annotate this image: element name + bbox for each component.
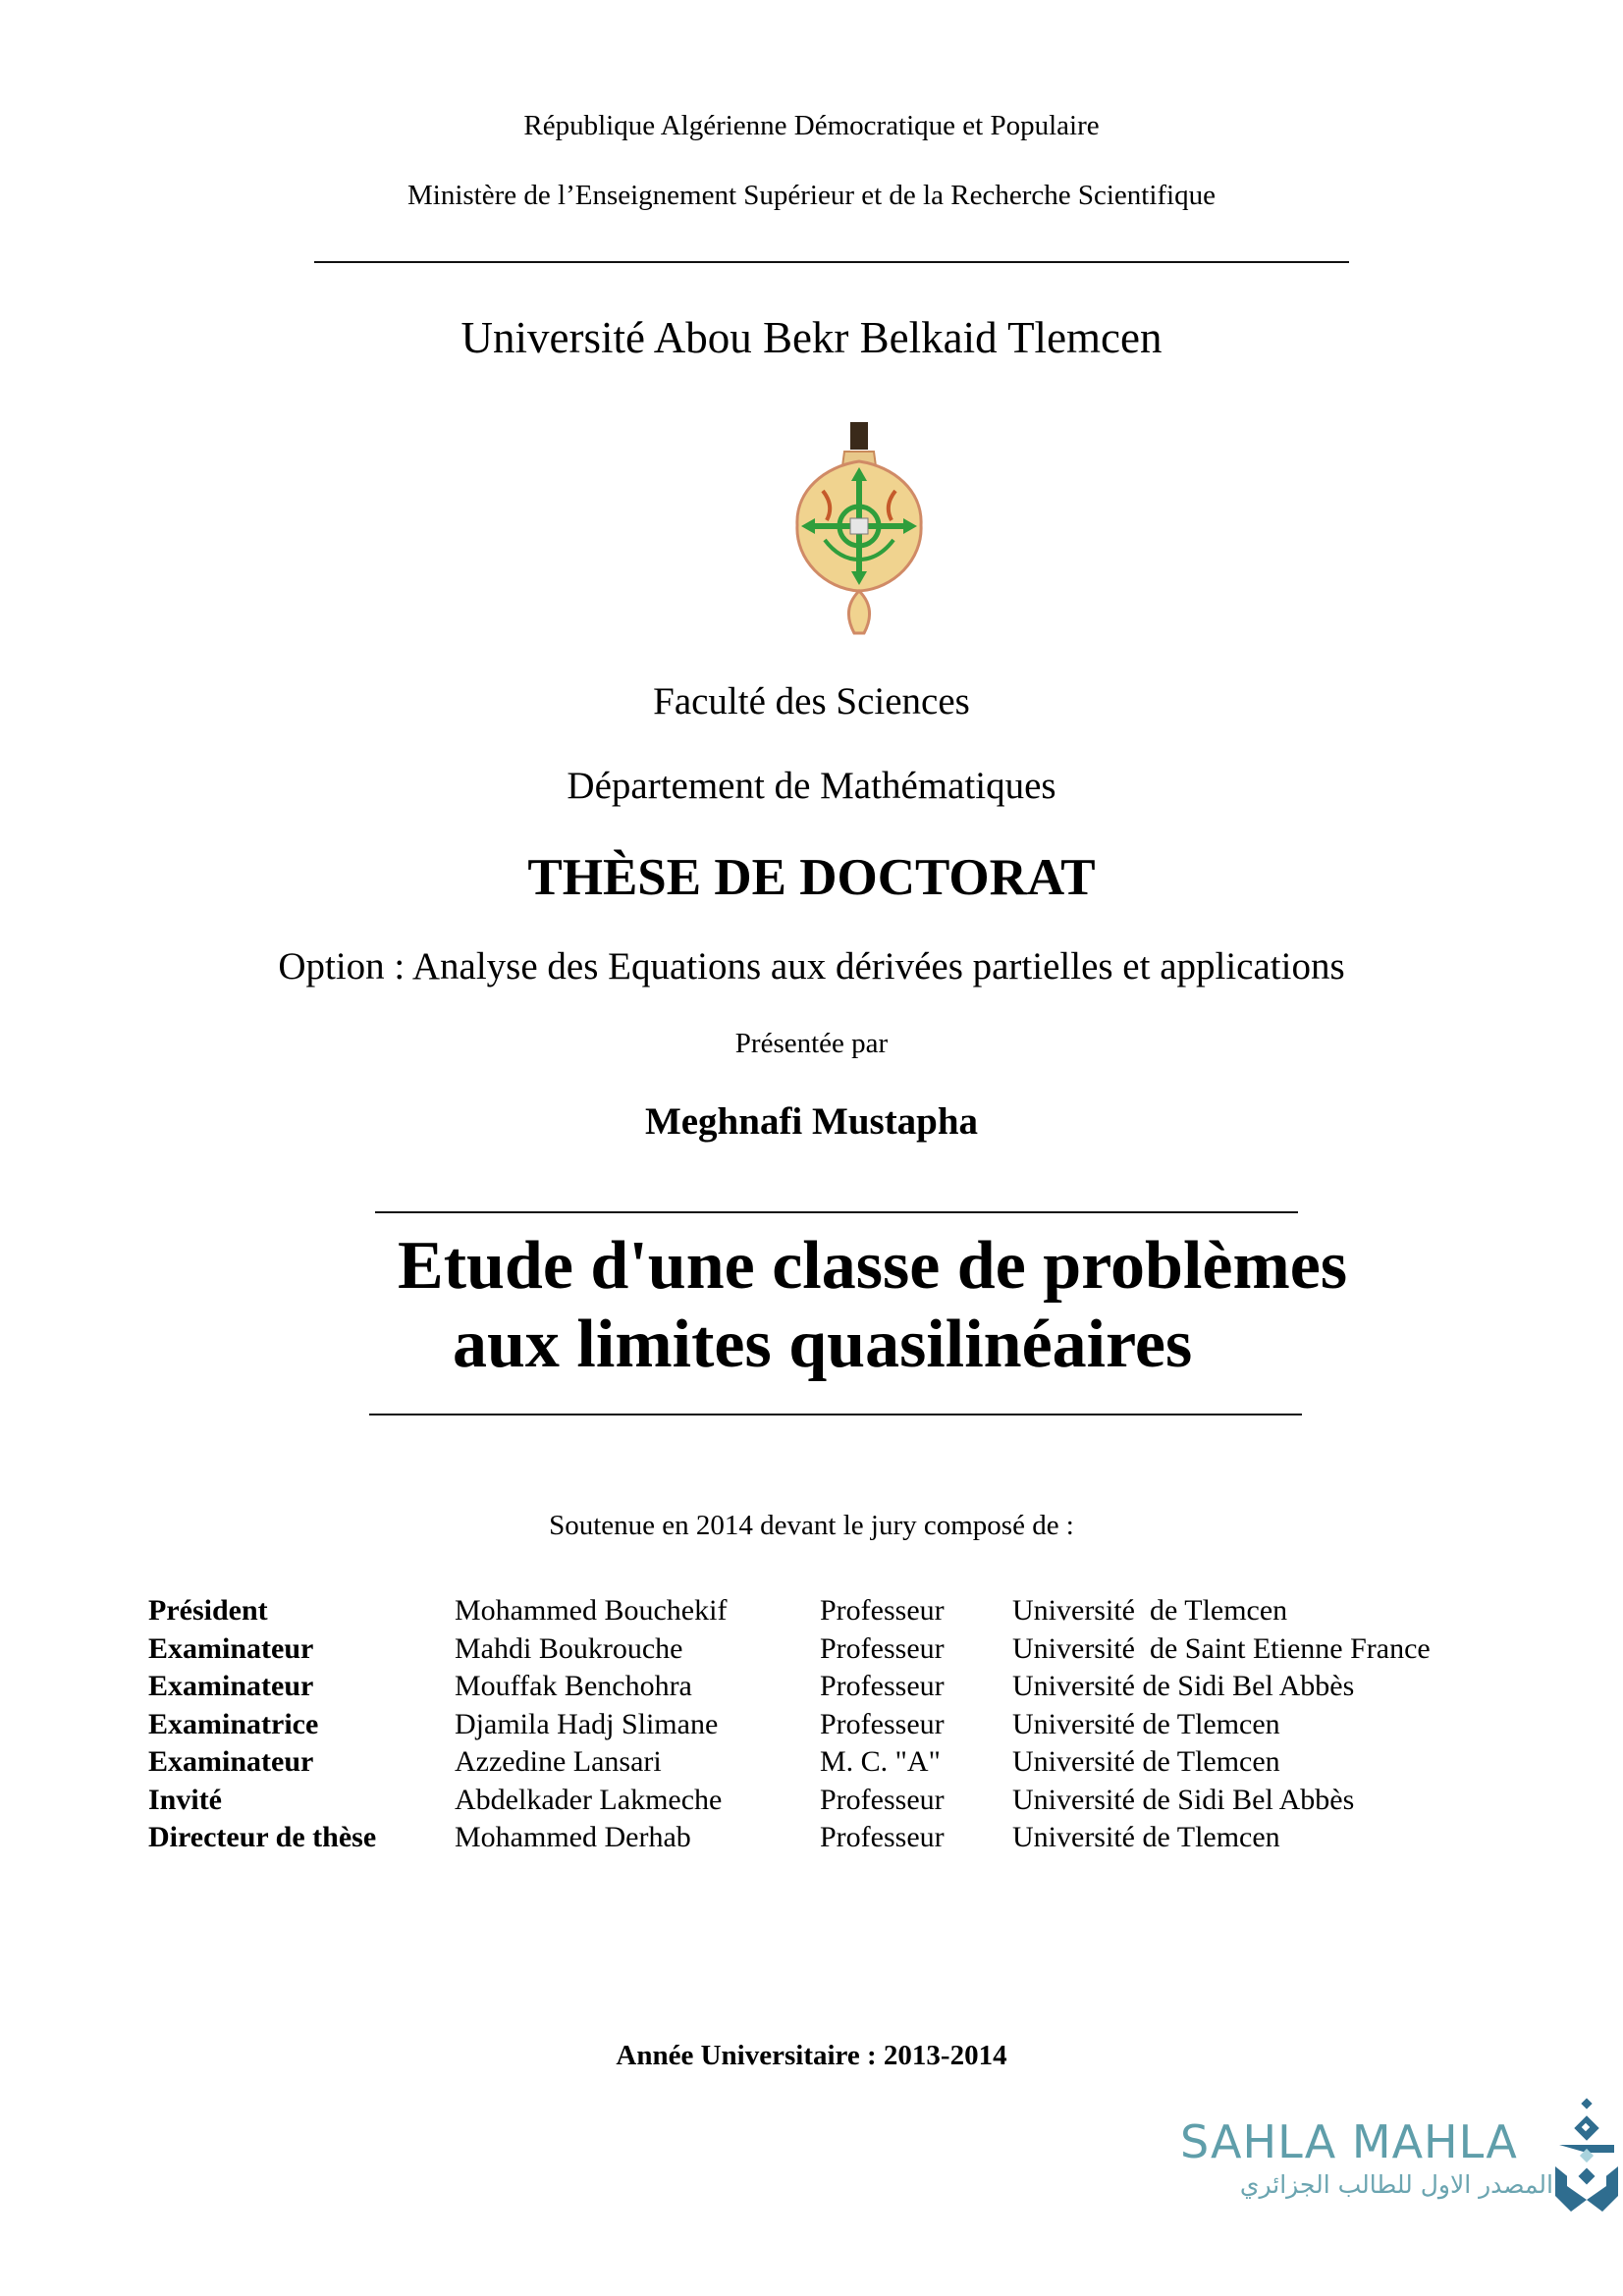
jury-row <box>148 1592 1431 1630</box>
defense-statement: Soutenue en 2014 devant le jury composé de : <box>549 1510 1074 1541</box>
sahla-mahla-watermark <box>1168 2115 1620 2223</box>
watermark-subtitle: المصدر الاول للطالب الجزائري <box>1239 2170 1553 2199</box>
jury-name: Azzedine Lansari <box>455 1745 662 1778</box>
jury-institution: Université de Tlemcen <box>1012 1707 1280 1740</box>
divider-title-bottom <box>369 1414 1302 1415</box>
jury-row <box>148 1782 1431 1820</box>
jury-rank: Professeur <box>820 1783 945 1816</box>
divider-title-top <box>375 1211 1298 1213</box>
jury-name: Mahdi Boukrouche <box>455 1631 683 1665</box>
watermark-title: SAHLA MAHLA <box>1180 2115 1518 2168</box>
jury-name: Mohammed Derhab <box>455 1821 691 1853</box>
presented-by-label: Présentée par <box>734 1028 889 1059</box>
jury-rank: M. C. "A" <box>820 1745 941 1778</box>
jury-role: Examinateur <box>148 1670 314 1702</box>
jury-role: Président <box>148 1594 268 1627</box>
jury-institution: Université de Sidi Bel Abbès <box>1012 1670 1355 1702</box>
jury-role: Examinateur <box>148 1631 314 1665</box>
jury-role: Examinateur <box>148 1745 314 1778</box>
thesis-title-line-1: Etude d'une classe de problèmes <box>398 1228 1348 1304</box>
jury-rank: Professeur <box>820 1594 945 1627</box>
jury-name: Mohammed Bouchekif <box>455 1594 728 1627</box>
author-name: Meghnafi Mustapha <box>644 1100 979 1143</box>
jury-rank: Professeur <box>820 1670 945 1702</box>
divider-top <box>314 261 1349 263</box>
jury-row <box>148 1668 1431 1706</box>
university-crest-icon <box>785 412 933 638</box>
jury-institution: Université de Sidi Bel Abbès <box>1012 1783 1355 1816</box>
jury-institution: Université de Tlemcen <box>1012 1745 1280 1778</box>
republic-line: République Algérienne Démocratique et Populaire <box>523 110 1100 141</box>
university-name: Université Abou Bekr Belkaid Tlemcen <box>460 313 1163 362</box>
jury-institution: Université de Tlemcen <box>1012 1821 1280 1853</box>
jury-name: Abdelkader Lakmeche <box>455 1783 723 1816</box>
faculty-name: Faculté des Sciences <box>653 680 970 722</box>
jury-role: Invité <box>148 1783 222 1816</box>
thesis-option: Option : Analyse des Equations aux dérivées partielles et applications <box>278 945 1345 988</box>
jury-row <box>148 1630 1431 1669</box>
jury-rank: Professeur <box>820 1707 945 1740</box>
sahla-mahla-logo-icon <box>1553 2098 1620 2214</box>
jury-rank: Professeur <box>820 1631 945 1665</box>
department-name: Département de Mathématiques <box>567 765 1056 807</box>
thesis-title-line-2: aux limites quasilinéaires <box>453 1307 1193 1382</box>
jury-institution: Université de Tlemcen <box>1012 1594 1288 1627</box>
jury-table <box>148 1592 1431 1857</box>
jury-role: Directeur de thèse <box>148 1821 377 1853</box>
ministry-line: Ministère de l’Enseignement Supérieur et de la Recherche Scientifique <box>407 180 1216 211</box>
jury-rank: Professeur <box>820 1821 945 1853</box>
jury-row <box>148 1706 1431 1744</box>
thesis-type: THÈSE DE DOCTORAT <box>527 849 1096 906</box>
jury-name: Mouffak Benchohra <box>455 1670 692 1702</box>
jury-role: Examinatrice <box>148 1707 319 1740</box>
jury-row <box>148 1819 1431 1857</box>
jury-name: Djamila Hadj Slimane <box>455 1707 719 1740</box>
jury-institution: Université de Saint Etienne France <box>1012 1631 1431 1665</box>
jury-row <box>148 1743 1431 1782</box>
academic-year: Année Universitaire : 2013-2014 <box>616 2040 1007 2071</box>
